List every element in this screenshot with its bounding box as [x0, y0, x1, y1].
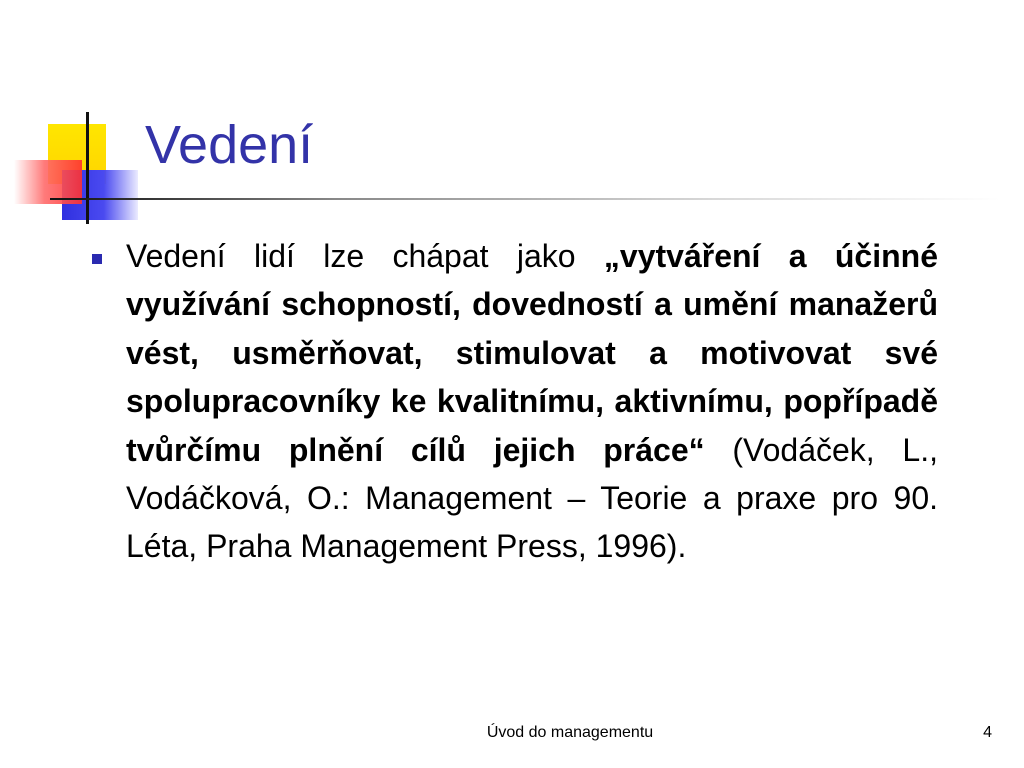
bullet-paragraph	[126, 232, 938, 571]
page-number: 4	[983, 724, 992, 741]
slide-content	[88, 232, 938, 571]
bullet-quote-text: „vytváření a účinné využívání schopností, dovedností a umění manažerů vést, usměrňovat, stimulovat a motivovat své spolupracovníky ke kvalitnímu, aktivnímu, popřípadě tvůrčímu plnění cílů jejich práce“	[126, 238, 938, 468]
slide-title: Vedení	[145, 115, 314, 175]
bullet-citation-text: (Vodáček, L., Vodáčková, O.: Management – Teorie a praxe pro 90. Léta, Praha Management Press, 1996).	[126, 431, 939, 565]
footer-title: Úvod do managementu	[486, 724, 654, 741]
decorative-vertical-line	[86, 112, 89, 224]
title-underline	[50, 198, 1000, 200]
bullet-intro-text: Vedení lidí lze chápat jako	[126, 238, 604, 274]
bullet-square-icon	[92, 254, 102, 264]
